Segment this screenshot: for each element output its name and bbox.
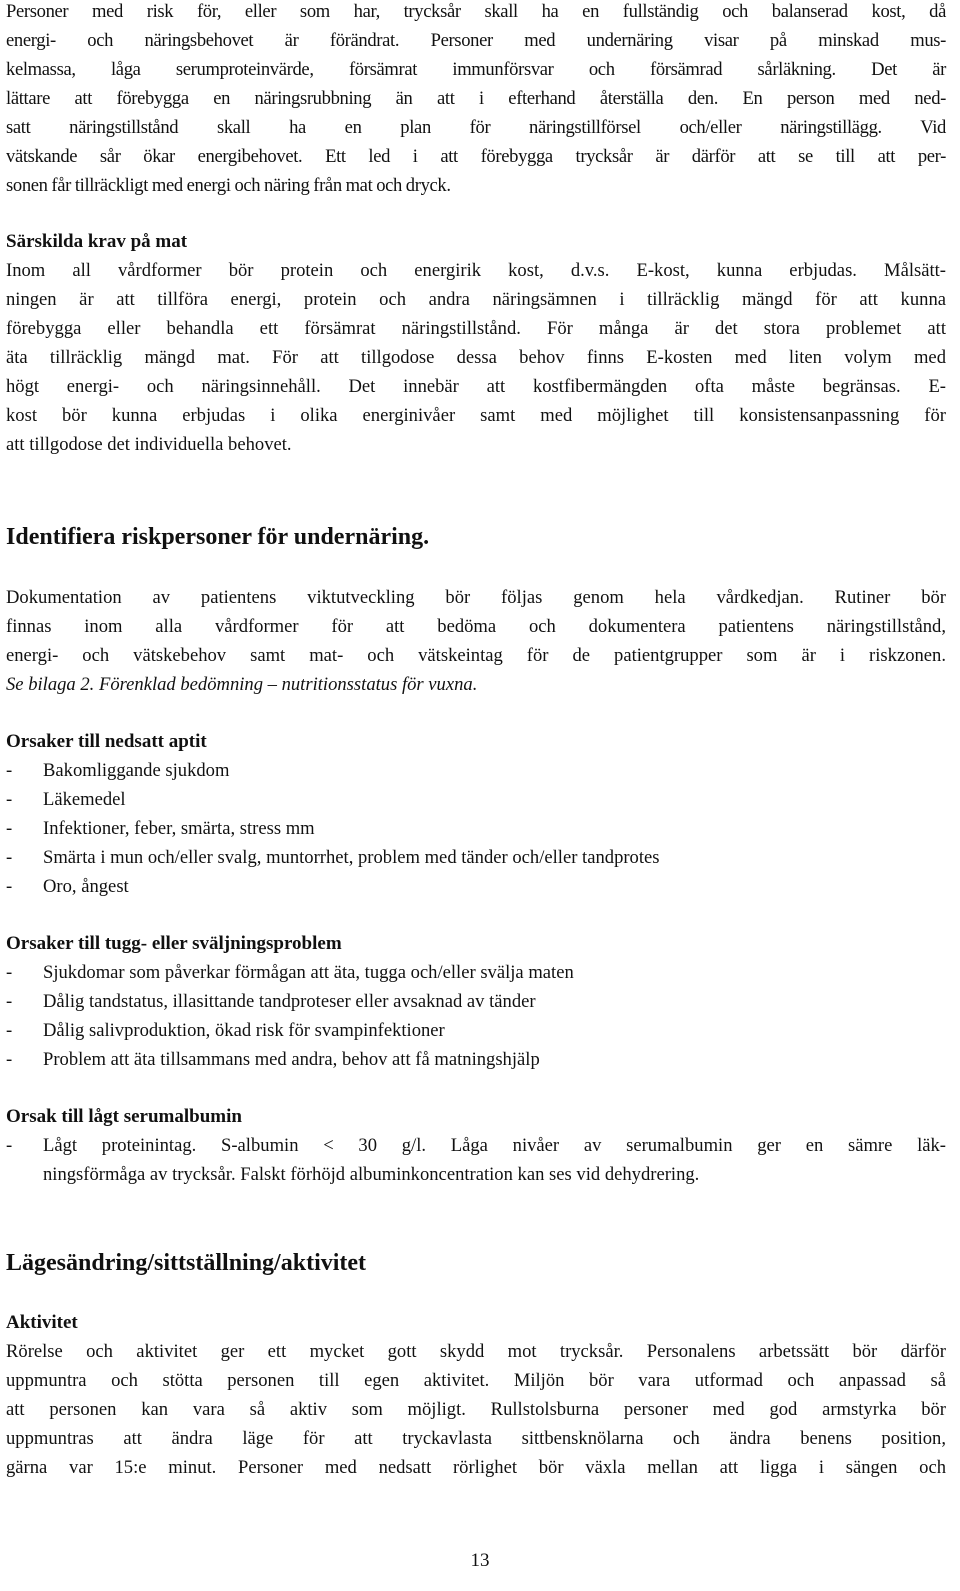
- activity-paragraph: [6, 1337, 946, 1482]
- list-item: [6, 785, 946, 814]
- intro-line: sonen får tillräckligt med energi och näring från mat och dryck.: [6, 175, 451, 196]
- food-line: ningen är att tillföra energi, protein och andra näringsämnen i tillräcklig mängd för att kunna: [6, 289, 946, 310]
- food-paragraph: [6, 256, 946, 459]
- activity-line: att personen kan vara så aktiv som möjligt. Rullstolsburna personer med god armstyrka bör: [6, 1399, 946, 1420]
- list-item-text: Smärta i mun och/eller svalg, muntorrhet, problem med tänder och/eller tandprotes: [43, 847, 660, 868]
- albumin-heading: Orsak till lågt serumalbumin: [6, 1106, 242, 1127]
- dash-marker: -: [6, 1049, 13, 1070]
- chewing-heading: Orsaker till tugg- eller sväljningsproblem: [6, 933, 342, 954]
- list-item: [6, 814, 946, 843]
- identify-heading: Identifiera riskpersoner för undernäring.: [6, 524, 430, 550]
- intro-line: vätskande sår ökar energibehovet. Ett led i att förebygga trycksår är därför att se till att per-: [6, 146, 946, 167]
- appetite-list: [6, 756, 946, 901]
- activity-subheading: Aktivitet: [6, 1312, 78, 1333]
- dash-marker: -: [6, 760, 13, 781]
- intro-line: Personer med risk för, eller som har, trycksår skall ha en fullständig och balanserad kost, då: [6, 1, 946, 22]
- dash-marker: -: [6, 876, 13, 897]
- list-item: [6, 987, 946, 1016]
- intro-line: lättare att förebygga en näringsrubbning än att i efterhand återställa den. En person med ned-: [6, 88, 946, 109]
- dash-marker: -: [6, 1135, 13, 1156]
- dash-marker: -: [6, 991, 13, 1012]
- list-item: [6, 1045, 946, 1074]
- food-line: kost bör kunna erbjudas i olika energinivåer samt med möjlighet till konsistensanpassning för: [6, 405, 946, 426]
- albumin-item: [6, 1131, 946, 1189]
- appetite-heading: Orsaker till nedsatt aptit: [6, 731, 207, 752]
- intro-line: energi- och näringsbehovet är förändrat. Personer med undernäring visar på minskad mus-: [6, 30, 946, 51]
- position-heading: Lägesändring/sittställning/aktivitet: [6, 1250, 367, 1276]
- identify-line: Dokumentation av patientens viktutveckling bör följas genom hela vårdkedjan. Rutiner bör: [6, 587, 946, 608]
- page-number: 13: [470, 1550, 490, 1571]
- list-item-text: Bakomliggande sjukdom: [43, 760, 230, 781]
- list-item-text: Dålig salivproduktion, ökad risk för svampinfektioner: [43, 1020, 445, 1041]
- albumin-text: [43, 1131, 946, 1189]
- list-item-text: Dålig tandstatus, illasittande tandproteser eller avsaknad av tänder: [43, 991, 536, 1012]
- dash-marker: -: [6, 818, 13, 839]
- list-item-text: Problem att äta tillsammans med andra, behov att få matningshjälp: [43, 1049, 540, 1070]
- list-item: [6, 958, 946, 987]
- list-item-text: Sjukdomar som påverkar förmågan att äta, tugga och/eller svälja maten: [43, 962, 574, 983]
- activity-line: uppmuntra och stötta personen till egen aktivitet. Miljön bör vara utformad och anpassad så: [6, 1370, 946, 1391]
- chewing-list: [6, 958, 946, 1074]
- list-item: [6, 872, 946, 901]
- list-item: [6, 756, 946, 785]
- albumin-line: ningsförmåga av trycksår. Falskt förhöjd albuminkoncentration kan ses vid dehydrering.: [43, 1164, 700, 1185]
- food-line: att tillgodose det individuella behovet.: [6, 434, 292, 455]
- list-item: [6, 843, 946, 872]
- appendix-reference: Se bilaga 2. Förenklad bedömning – nutritionsstatus för vuxna.: [6, 674, 478, 695]
- dash-marker: -: [6, 789, 13, 810]
- food-line: högt energi- och näringsinnehåll. Det innebär att kostfibermängden ofta måste begränsas. E-: [6, 376, 946, 397]
- identify-line: energi- och vätskebehov samt mat- och vätskeintag för de patientgrupper som är i riskzonen.: [6, 645, 946, 666]
- activity-line: uppmuntras att ändra läge för att tryckavlasta sittbensknölarna och ändra benens position,: [6, 1428, 946, 1449]
- list-item-text: Oro, ångest: [43, 876, 129, 897]
- food-line: äta tillräcklig mängd mat. För att tillgodose dessa behov finns E-kosten med liten volym med: [6, 347, 946, 368]
- dash-marker: -: [6, 1020, 13, 1041]
- list-item: [6, 1016, 946, 1045]
- food-heading: Särskilda krav på mat: [6, 231, 188, 252]
- intro-paragraph: [6, 0, 946, 200]
- list-item-text: Infektioner, feber, smärta, stress mm: [43, 818, 315, 839]
- identify-line: finnas inom alla vårdformer för att bedöma och dokumentera patientens näringstillstånd,: [6, 616, 946, 637]
- intro-line: satt näringstillstånd skall ha en plan för näringstillförsel och/eller näringstillägg. Vid: [6, 117, 946, 138]
- food-line: Inom all vårdformer bör protein och energirik kost, d.v.s. E-kost, kunna erbjudas. Målsätt-: [6, 260, 946, 281]
- activity-line: Rörelse och aktivitet ger ett mycket gott skydd mot trycksår. Personalens arbetssätt bör därför: [6, 1341, 946, 1362]
- food-line: förebygga eller behandla ett försämrat näringstillstånd. För många är det stora problemet att: [6, 318, 946, 339]
- activity-line: gärna var 15:e minut. Personer med nedsatt rörlighet bör växla mellan att ligga i sängen och: [6, 1457, 946, 1478]
- intro-line: kelmassa, låga serumproteinvärde, försämrat immunförsvar och försämrad sårläkning. Det är: [6, 59, 946, 80]
- dash-marker: -: [6, 847, 13, 868]
- document-page: [6, 0, 946, 1478]
- albumin-line: Lågt proteinintag. S-albumin < 30 g/l. Låga nivåer av serumalbumin ger en sämre läk-: [43, 1135, 946, 1156]
- dash-marker: -: [6, 962, 13, 983]
- identify-paragraph: [6, 583, 946, 699]
- list-item-text: Läkemedel: [43, 789, 126, 810]
